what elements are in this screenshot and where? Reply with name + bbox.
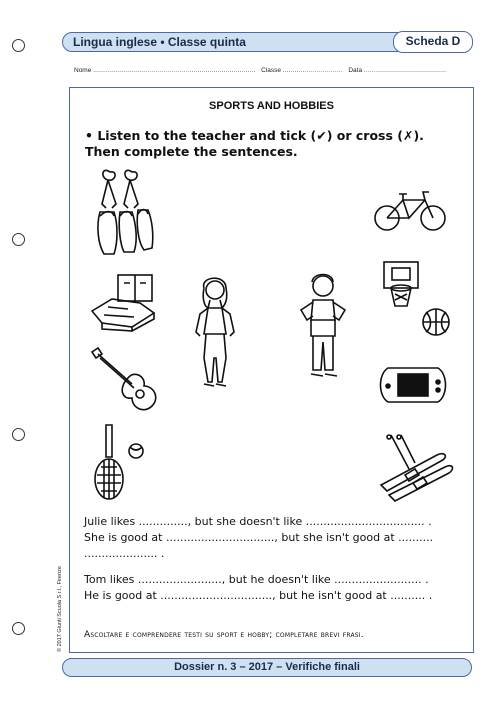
instruction-line-2: Then complete the sentences. xyxy=(85,144,298,159)
sentence-julie-1: Julie likes .............., but she doesn't like .................................. . xyxy=(84,515,432,528)
data-label: Data xyxy=(348,67,363,74)
instructions xyxy=(85,128,424,160)
student-fields xyxy=(74,67,474,74)
learning-goal: Ascoltare e comprendere testi su sport e hobby; completare brevi frasi. xyxy=(84,630,364,640)
basketball-hoop-icon xyxy=(380,258,455,338)
data-line: ......................................... xyxy=(363,67,447,74)
skis-icon xyxy=(375,433,455,503)
sentence-tom-1: Tom likes ........................, but he doesn't like ......................... . xyxy=(84,573,429,586)
binder-hole-1 xyxy=(12,39,25,52)
footer-bar xyxy=(62,658,472,677)
sentence-julie-3: ..................... . xyxy=(84,547,165,560)
binder-hole-2 xyxy=(12,233,25,246)
binder-hole-4 xyxy=(12,622,25,635)
girl-figure xyxy=(190,274,240,399)
guitar-icon xyxy=(88,346,163,416)
header-bar xyxy=(62,32,472,52)
game-console-icon xyxy=(378,364,448,406)
nome-line: ................................................................................. xyxy=(93,67,256,74)
bicycle-icon xyxy=(373,188,448,233)
tennis-racket-icon xyxy=(92,423,152,503)
nome-label: Nome xyxy=(74,67,92,74)
sentence-tom-2: He is good at ................................, but he isn't good at .......... . xyxy=(84,589,433,602)
binder-hole-3 xyxy=(12,428,25,441)
sentences-block xyxy=(84,514,464,604)
scheda-label: Scheda D xyxy=(393,31,473,53)
boy-figure xyxy=(295,270,350,400)
footer-text: Dossier n. 3 – 2017 – Verifiche finali xyxy=(174,661,360,673)
instruction-line-1: • Listen to the teacher and tick (✔) or cross (✗). xyxy=(85,128,424,143)
sewing-icon xyxy=(88,273,158,333)
exercise-frame xyxy=(69,87,474,653)
classe-label: Classe xyxy=(261,67,281,74)
header-title: Lingua inglese • Classe quinta xyxy=(73,35,246,49)
sentence-julie-2: She is good at ..............................., but she isn't good at .......... xyxy=(84,531,434,544)
exercise-title: SPORTS AND HOBBIES xyxy=(209,100,334,112)
ballet-shoes-icon xyxy=(92,164,162,259)
classe-line: .............................. xyxy=(282,67,343,74)
copyright-note: © 2017 Giunti Scuola S.r.l., Firenze xyxy=(57,566,63,652)
